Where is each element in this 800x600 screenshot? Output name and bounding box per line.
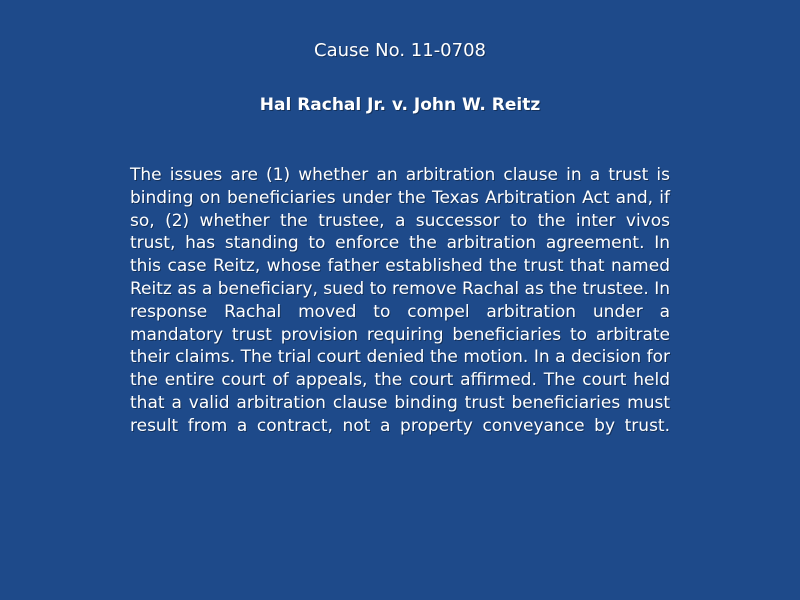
cause-number: Cause No. 11-0708 <box>314 40 486 61</box>
case-summary: The issues are (1) whether an arbitration clause in a trust is binding on beneficiaries under the Texas Arbitration Act and, if so, (2) whether the trustee, a successor to the inter vivos trust, has standing to enforce the arbitration agreement. In this case Reitz, whose father established the trust that named Reitz as a beneficiary, sued to remove Rachal as the trustee. In response Rachal moved to compel arbitration under a mandatory trust provision requiring beneficiaries to arbitrate their claims. The trial court denied the motion. In a decision for the entire court of appeals, the court affirmed. The court held that a valid arbitration clause binding trust beneficiaries must result from a contract, not a property conveyance by trust. <box>130 165 670 436</box>
case-title: Hal Rachal Jr. v. John W. Reitz <box>259 95 541 115</box>
